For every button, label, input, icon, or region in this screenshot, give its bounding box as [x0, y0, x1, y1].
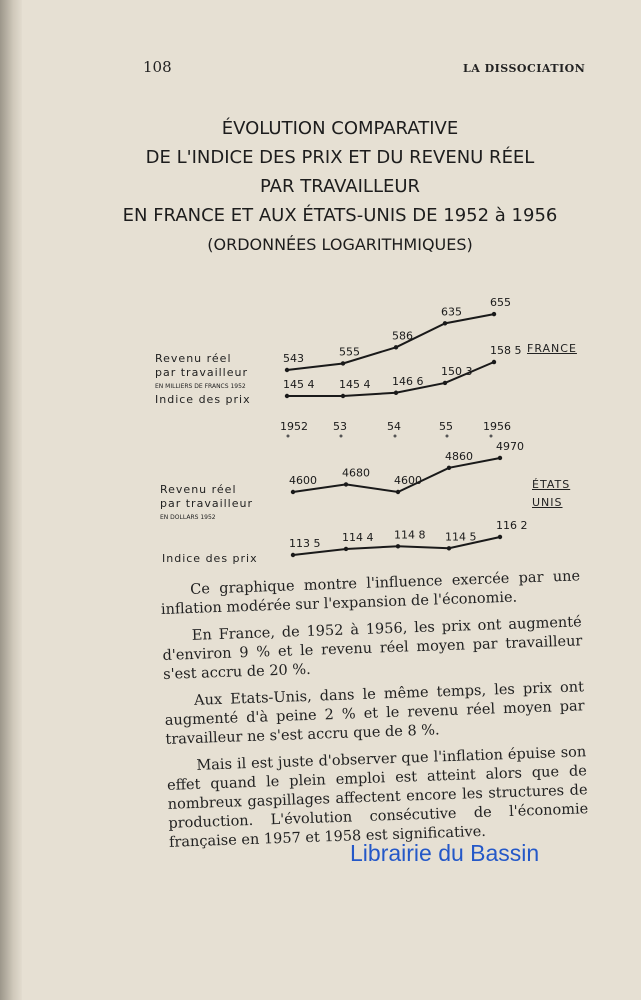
x-tick-dot [394, 435, 397, 438]
data-point [394, 391, 398, 395]
data-label: 655 [490, 296, 511, 310]
data-label: 543 [283, 352, 304, 365]
label-line: Revenu réel [155, 352, 232, 365]
data-label: 146 6 [392, 374, 424, 388]
data-point [341, 361, 345, 365]
title-line: EN FRANCE ET AUX ÉTATS-UNIS DE 1952 à 1956 [122, 205, 558, 226]
x-tick-dot [340, 435, 343, 438]
data-label: 114 5 [445, 530, 477, 544]
france-label: FRANCE [527, 342, 577, 355]
data-point [492, 360, 496, 364]
data-label: 4970 [496, 439, 524, 453]
data-label: 4680 [342, 466, 370, 480]
data-label: 114 8 [394, 528, 426, 542]
label-line: par travailleur [155, 366, 248, 379]
data-label: 586 [392, 329, 413, 343]
data-point [396, 490, 400, 494]
label-line: Revenu réel [160, 483, 237, 496]
data-label: 4600 [394, 474, 422, 487]
data-point [498, 535, 502, 539]
x-tick-dot [287, 435, 290, 438]
data-point [394, 345, 398, 349]
x-tick-dot [446, 435, 449, 438]
x-tick-label: 54 [387, 420, 401, 433]
data-point [443, 321, 447, 325]
data-point [285, 368, 289, 372]
data-label: 145 4 [339, 378, 371, 391]
data-label: 116 2 [496, 518, 528, 532]
unit-label: EN DOLLARS 1952 [160, 514, 216, 521]
data-label: 158 5 [490, 344, 522, 358]
watermark: Librairie du Bassin [350, 840, 540, 866]
x-tick-label: 1952 [280, 420, 308, 433]
data-label: 4600 [289, 474, 317, 487]
data-point [341, 394, 345, 398]
paragraph: En France, de 1952 à 1956, les prix ont augmenté d'environ 9 % et le revenu réel moyen par travailleur s'est accru de 20 %. [162, 614, 583, 683]
x-tick-label: 1956 [483, 420, 511, 433]
unit-label: EN MILLIERS DE FRANCS 1952 [155, 383, 246, 390]
data-label: 4860 [445, 449, 473, 463]
data-point [291, 490, 295, 494]
x-tick-label: 53 [333, 420, 347, 433]
title-line: DE L'INDICE DES PRIX ET DU REVENU RÉEL [145, 147, 535, 168]
data-point [443, 381, 447, 385]
data-label: 114 4 [342, 530, 374, 544]
data-point [492, 312, 496, 316]
us-price-label: Indice des prix [162, 552, 258, 565]
data-point [498, 456, 502, 460]
paragraph: Ce graphique montre l'influence exercée par une inflation modérée sur l'expansion de l'économie. [160, 568, 581, 618]
label-line: UNIS [532, 496, 563, 509]
data-point [447, 546, 451, 550]
data-point [344, 547, 348, 551]
running-head: LA DISSOCIATION [463, 62, 586, 75]
data-label: 145 4 [283, 378, 315, 391]
title-line: ÉVOLUTION COMPARATIVE [221, 118, 459, 139]
paragraph: Mais il est juste d'observer que l'inflation épuise son effet quand le plein emploi est atteint alors que de nombreux gaspillages affectent encore les structures de production. L'évolution consécutive de l'économie française en 1957 et 1958 est significative. [166, 744, 589, 851]
data-point [447, 466, 451, 470]
page-number: 108 [143, 58, 172, 76]
paragraph: Aux Etats-Unis, dans le même temps, les prix ont augmenté d'à peine 2 % et le revenu réel moyen par travailleur ne s'est accru que de 8 %. [164, 679, 585, 748]
data-point [285, 394, 289, 398]
x-tick-dot [490, 435, 493, 438]
data-point [344, 482, 348, 486]
data-label: 150 3 [441, 364, 473, 378]
data-label: 635 [441, 305, 462, 319]
data-label: 113 5 [289, 537, 321, 550]
body-text [160, 567, 589, 860]
data-label: 555 [339, 345, 360, 359]
data-point [396, 544, 400, 548]
title-line: PAR TRAVAILLEUR [259, 176, 421, 197]
x-tick-label: 55 [439, 420, 453, 433]
series-line [287, 314, 494, 370]
label-line: par travailleur [160, 497, 253, 510]
label-line: ÉTATS [532, 478, 571, 491]
chart-subtitle: (ORDONNÉES LOGARITHMIQUES) [207, 235, 473, 254]
data-point [291, 553, 295, 557]
france-price-label: Indice des prix [155, 393, 251, 406]
